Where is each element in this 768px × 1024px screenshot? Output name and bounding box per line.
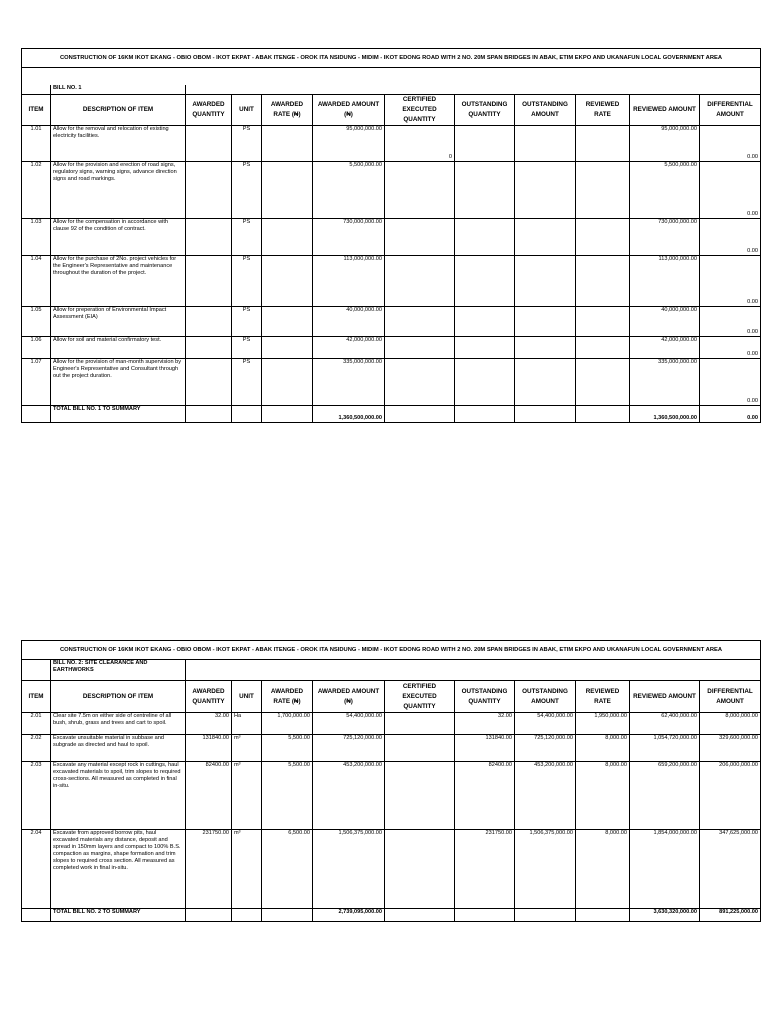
table-row <box>22 337 761 359</box>
certified-executed-quantity <box>385 256 455 307</box>
col-header-certified-executed-quantity: CERTIFIED EXECUTED QUANTITY <box>385 681 455 713</box>
awarded-quantity <box>186 307 232 337</box>
certified-executed-quantity <box>385 762 455 830</box>
outstanding-quantity: 231750.00 <box>455 830 515 909</box>
bill-1-table <box>21 48 761 423</box>
certified-executed-quantity <box>385 307 455 337</box>
item-description: Clear site 7.5m on either side of centreline of all bush, shrub, grass and trees and cart to spoil. <box>51 713 186 735</box>
differential-amount: 0.00 <box>700 126 761 162</box>
col-header-reviewed-rate: REVIEWED RATE <box>576 95 630 126</box>
outstanding-quantity: 131840.00 <box>455 735 515 762</box>
outstanding-quantity: 82400.00 <box>455 762 515 830</box>
item-number: 1.02 <box>22 162 51 219</box>
outstanding-quantity <box>455 337 515 359</box>
unit: PS <box>232 219 262 256</box>
awarded-amount: 453,200,000.00 <box>313 762 385 830</box>
header-row <box>22 95 761 126</box>
awarded-amount: 113,000,000.00 <box>313 256 385 307</box>
bill-2-total-amount: 2,739,095,000.00 <box>313 909 385 922</box>
unit: Ha <box>232 713 262 735</box>
table-row <box>22 359 761 406</box>
table-row <box>22 713 761 735</box>
item-description: Excavate unsuitable material in subbase and subgrade as directed and haul to spoil. <box>51 735 186 762</box>
awarded-quantity <box>186 337 232 359</box>
bill-2-total-label: TOTAL BILL NO. 2 TO SUMMARY <box>51 909 186 922</box>
reviewed-amount: 95,000,000.00 <box>630 126 700 162</box>
awarded-rate: 1,700,000.00 <box>262 713 313 735</box>
certified-executed-quantity <box>385 735 455 762</box>
differential-amount: 8,000,000.00 <box>700 713 761 735</box>
col-header-reviewed-rate: REVIEWED RATE <box>576 681 630 713</box>
table-row <box>22 307 761 337</box>
unit: PS <box>232 337 262 359</box>
header-row-2 <box>22 681 761 713</box>
col-header-differential-amount: DIFFERENTIAL AMOUNT <box>700 95 761 126</box>
item-description: Allow for the removal and relocation of existing electricity facilities. <box>51 126 186 162</box>
col-header-description: DESCRIPTION OF ITEM <box>51 681 186 713</box>
differential-amount: 0.00 <box>700 219 761 256</box>
reviewed-rate: 8,000.00 <box>576 830 630 909</box>
table-row <box>22 126 761 162</box>
differential-amount: 0.00 <box>700 256 761 307</box>
bill-2-title: BILL NO. 2: SITE CLEARANCE AND EARTHWORKS <box>51 660 186 681</box>
differential-amount: 206,000,000.00 <box>700 762 761 830</box>
reviewed-rate <box>576 337 630 359</box>
differential-amount: 0.00 <box>700 337 761 359</box>
awarded-rate <box>262 359 313 406</box>
col-header-outstanding-quantity: OUTSTANDING QUANTITY <box>455 681 515 713</box>
reviewed-amount: 1,054,720,000.00 <box>630 735 700 762</box>
bill-2-total-reviewed: 3,630,320,000.00 <box>630 909 700 922</box>
outstanding-amount: 453,200,000.00 <box>515 762 576 830</box>
project-title: CONSTRUCTION OF 16KM IKOT EKANG - OBIO OBOM - IKOT EKPAT - ABAK ITENGE - OROK ITA NSIDUNG - MIDIM - IKOT EDONG ROAD WITH 2 NO. 20M SPAN BRIDGES IN ABAK, ETIM EKPO AND UKANAFUN LOCAL GOVERNMENT AREA <box>22 49 761 68</box>
awarded-rate <box>262 256 313 307</box>
awarded-amount: 54,400,000.00 <box>313 713 385 735</box>
item-number: 1.05 <box>22 307 51 337</box>
reviewed-amount: 1,854,000,000.00 <box>630 830 700 909</box>
awarded-quantity: 32.00 <box>186 713 232 735</box>
bill-1-title: BILL NO. 1 <box>51 85 186 95</box>
bill-1-total-reviewed: 1,360,500,000.00 <box>630 406 700 423</box>
item-description: Allow for the provision of man-month supervision by Engineer's Representative and Consultant through out the project duration. <box>51 359 186 406</box>
awarded-rate: 6,500.00 <box>262 830 313 909</box>
awarded-amount: 42,000,000.00 <box>313 337 385 359</box>
table-row <box>22 735 761 762</box>
reviewed-amount: 335,000,000.00 <box>630 359 700 406</box>
reviewed-rate: 1,950,000.00 <box>576 713 630 735</box>
awarded-amount: 95,000,000.00 <box>313 126 385 162</box>
differential-amount: 0.00 <box>700 162 761 219</box>
awarded-quantity: 131840.00 <box>186 735 232 762</box>
unit: PS <box>232 126 262 162</box>
col-header-awarded-quantity: AWARDED QUANTITY <box>186 95 232 126</box>
reviewed-amount: 730,000,000.00 <box>630 219 700 256</box>
bill-1-total-amount: 1,360,500,000.00 <box>313 406 385 423</box>
reviewed-rate <box>576 307 630 337</box>
item-description: Allow for preperation of Environmental Impact Assessment (EIA) <box>51 307 186 337</box>
certified-executed-quantity: 0 <box>385 126 455 162</box>
item-number: 1.04 <box>22 256 51 307</box>
awarded-amount: 725,120,000.00 <box>313 735 385 762</box>
col-header-differential-amount: DIFFERENTIAL AMOUNT <box>700 681 761 713</box>
awarded-rate <box>262 126 313 162</box>
awarded-amount: 5,500,000.00 <box>313 162 385 219</box>
col-header-awarded-rate: AWARDED RATE (₦) <box>262 95 313 126</box>
certified-executed-quantity <box>385 359 455 406</box>
awarded-amount: 730,000,000.00 <box>313 219 385 256</box>
item-description: Excavate from approved borrow pits, haul excavated materials any distance, deposit and spread in 150mm layers and compact to 100% B.S. compaction as margins, shape formation and trim slopes to required cross section. All measured as completed work in final in-situ. <box>51 830 186 909</box>
awarded-amount: 40,000,000.00 <box>313 307 385 337</box>
table-row <box>22 762 761 830</box>
reviewed-rate <box>576 256 630 307</box>
differential-amount: 0.00 <box>700 307 761 337</box>
awarded-rate: 5,500.00 <box>262 735 313 762</box>
awarded-amount: 335,000,000.00 <box>313 359 385 406</box>
col-header-outstanding-amount: OUTSTANDING AMOUNT <box>515 681 576 713</box>
certified-executed-quantity <box>385 713 455 735</box>
col-header-certified-executed-quantity: CERTIFIED EXECUTED QUANTITY <box>385 95 455 126</box>
outstanding-amount <box>515 219 576 256</box>
reviewed-rate: 8,000.00 <box>576 762 630 830</box>
item-number: 1.03 <box>22 219 51 256</box>
item-description: Allow for the compensation in accordance with clause 92 of the condition of contract. <box>51 219 186 256</box>
awarded-quantity <box>186 256 232 307</box>
certified-executed-quantity <box>385 219 455 256</box>
col-header-awarded-amount: AWARDED AMOUNT (₦) <box>313 681 385 713</box>
reviewed-amount: 659,200,000.00 <box>630 762 700 830</box>
col-header-description: DESCRIPTION OF ITEM <box>51 95 186 126</box>
item-number: 1.06 <box>22 337 51 359</box>
table-row <box>22 219 761 256</box>
awarded-amount: 1,506,375,000.00 <box>313 830 385 909</box>
item-description: Allow for the provision and erection of road signs, regulatory signs, warning signs, advance direction signs and road markings. <box>51 162 186 219</box>
certified-executed-quantity <box>385 337 455 359</box>
unit: m³ <box>232 735 262 762</box>
reviewed-amount: 42,000,000.00 <box>630 337 700 359</box>
item-number: 2.04 <box>22 830 51 909</box>
awarded-quantity <box>186 162 232 219</box>
outstanding-amount <box>515 126 576 162</box>
project-title-2: CONSTRUCTION OF 16KM IKOT EKANG - OBIO OBOM - IKOT EKPAT - ABAK ITENGE - OROK ITA NSIDUNG - MIDIM - IKOT EDONG ROAD WITH 2 NO. 20M SPAN BRIDGES IN ABAK, ETIM EKPO AND UKANAFUN LOCAL GOVERNMENT AREA <box>22 641 761 660</box>
awarded-rate <box>262 337 313 359</box>
awarded-rate <box>262 162 313 219</box>
awarded-rate <box>262 219 313 256</box>
col-header-unit: UNIT <box>232 681 262 713</box>
unit: PS <box>232 162 262 219</box>
col-header-awarded-rate: AWARDED RATE (₦) <box>262 681 313 713</box>
reviewed-rate <box>576 162 630 219</box>
certified-executed-quantity <box>385 830 455 909</box>
unit: PS <box>232 307 262 337</box>
outstanding-amount <box>515 359 576 406</box>
differential-amount: 347,625,000.00 <box>700 830 761 909</box>
col-header-reviewed-amount: REVIEWED AMOUNT <box>630 95 700 126</box>
reviewed-rate: 8,000.00 <box>576 735 630 762</box>
reviewed-amount: 40,000,000.00 <box>630 307 700 337</box>
outstanding-amount: 54,400,000.00 <box>515 713 576 735</box>
table-row <box>22 162 761 219</box>
outstanding-quantity <box>455 162 515 219</box>
item-number: 2.02 <box>22 735 51 762</box>
outstanding-quantity <box>455 256 515 307</box>
reviewed-rate <box>576 359 630 406</box>
unit: m³ <box>232 830 262 909</box>
certified-executed-quantity <box>385 162 455 219</box>
reviewed-rate <box>576 219 630 256</box>
reviewed-amount: 5,500,000.00 <box>630 162 700 219</box>
awarded-rate <box>262 307 313 337</box>
bill-1-total-row <box>22 406 761 423</box>
outstanding-quantity: 32.00 <box>455 713 515 735</box>
unit: m³ <box>232 762 262 830</box>
differential-amount: 329,600,000.00 <box>700 735 761 762</box>
item-number: 2.03 <box>22 762 51 830</box>
col-header-item: ITEM <box>22 95 51 126</box>
reviewed-amount: 62,400,000.00 <box>630 713 700 735</box>
bill-1-total-label: TOTAL BILL NO. 1 TO SUMMARY <box>51 406 186 423</box>
unit: PS <box>232 359 262 406</box>
item-description: Allow for soil and material confirmatory test. <box>51 337 186 359</box>
bill-2-total-diff: 891,225,000.00 <box>700 909 761 922</box>
bill-2-total-row <box>22 909 761 922</box>
reviewed-rate <box>576 126 630 162</box>
col-header-reviewed-amount: REVIEWED AMOUNT <box>630 681 700 713</box>
differential-amount: 0.00 <box>700 359 761 406</box>
table-row <box>22 830 761 909</box>
item-number: 1.01 <box>22 126 51 162</box>
col-header-awarded-quantity: AWARDED QUANTITY <box>186 681 232 713</box>
awarded-rate: 5,500.00 <box>262 762 313 830</box>
outstanding-amount <box>515 337 576 359</box>
outstanding-amount: 725,120,000.00 <box>515 735 576 762</box>
bill-2-table <box>21 640 761 922</box>
item-number: 1.07 <box>22 359 51 406</box>
col-header-awarded-amount: AWARDED AMOUNT (₦) <box>313 95 385 126</box>
outstanding-amount <box>515 162 576 219</box>
item-description: Allow for the purchase of 2No. project vehicles for the Engineer's Representative and maintenance throughout the duration of the project. <box>51 256 186 307</box>
bill-1-total-diff: 0.00 <box>700 406 761 423</box>
col-header-outstanding-amount: OUTSTANDING AMOUNT <box>515 95 576 126</box>
outstanding-amount <box>515 307 576 337</box>
awarded-quantity: 82400.00 <box>186 762 232 830</box>
col-header-item: ITEM <box>22 681 51 713</box>
reviewed-amount: 113,000,000.00 <box>630 256 700 307</box>
awarded-quantity <box>186 126 232 162</box>
item-description: Excavate any material except rock in cuttings, haul excavated materials to spoil, trim slopes to required cross-sections. All measured as completed in final in-situ. <box>51 762 186 830</box>
awarded-quantity <box>186 219 232 256</box>
awarded-quantity: 231750.00 <box>186 830 232 909</box>
col-header-unit: UNIT <box>232 95 262 126</box>
outstanding-quantity <box>455 307 515 337</box>
col-header-outstanding-quantity: OUTSTANDING QUANTITY <box>455 95 515 126</box>
item-number: 2.01 <box>22 713 51 735</box>
table-row <box>22 256 761 307</box>
outstanding-amount <box>515 256 576 307</box>
outstanding-quantity <box>455 126 515 162</box>
unit: PS <box>232 256 262 307</box>
outstanding-quantity <box>455 219 515 256</box>
outstanding-amount: 1,506,375,000.00 <box>515 830 576 909</box>
outstanding-quantity <box>455 359 515 406</box>
awarded-quantity <box>186 359 232 406</box>
